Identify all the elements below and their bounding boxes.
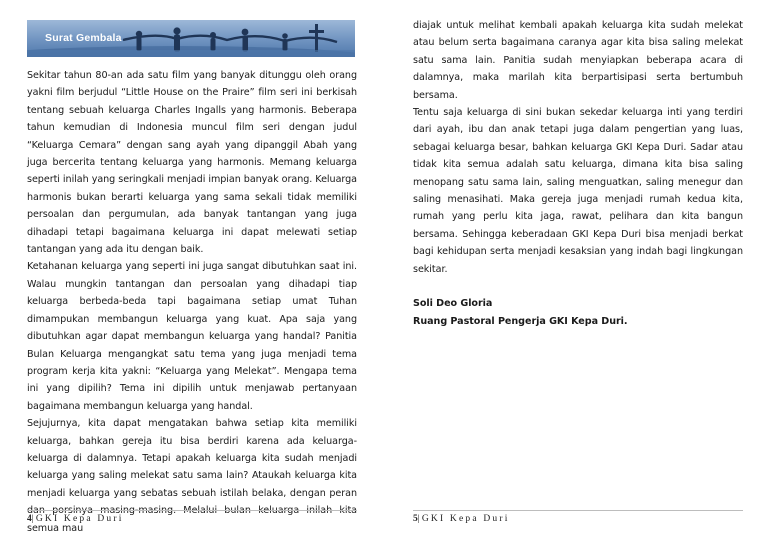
signoff — [413, 295, 743, 330]
right-column-text — [413, 17, 743, 330]
footer-separator: | — [31, 514, 36, 524]
paragraph: Sekitar tahun 80-an ada satu film yang banyak ditunggu oleh orang yakni film berjudul “Little House on the Praire” film seri ini berkisah tentang sebuah keluarga Charles Ingalls yang harmonis. Beberapa tahun kemudian di Indonesia muncul film seri dengan judul “Keluarga Cemara” dengan sang ayah yang dipanggil Abah yang juga bercerita tentang keluarga yang harmonis. Memang keluarga seperti inilah yang seringkali menjadi impian banyak orang. Keluarga harmonis bukan berarti keluarga yang sama sekali tidak memiliki persoalan dan pergumulan, ada banyak tantangan yang juga dihadapi tetapi bagaimana keluarga ini dapat melewati setiap tantangan yang ada itu dengan baik. — [27, 70, 357, 256]
footer-divider — [413, 510, 743, 511]
footer-label: GKI Kepa Duri — [421, 514, 510, 524]
right-page — [384, 0, 768, 543]
paragraph: Tentu saja keluarga di sini bukan sekedar keluarga inti yang terdiri dari ayah, ibu dan anak tetapi juga dalam pengertian yang luas, sebagai keluarga besar, bahkan keluarga GKI Kepa Duri. Sadar atau tidak kita semua adalah satu keluarga, dimana kita bisa saling menopang satu sama lain, saling menguatkan, saling menegur dan saling menasihati. Maka gereja juga menjadi rumah kedua kita, rumah yang perlu kita jaga, rawat, pelihara dan kita bangun bersama. Sehingga keberadaan GKI Kepa Duri bisa menjadi berkat bagi kehidupan serta menjadi kesaksian yang indah bagi lingkungan sekitar. — [413, 107, 743, 275]
paragraph: Sejujurnya, kita dapat mengatakan bahwa setiap kita memiliki keluarga, bahkan gereja itu bisa berdiri karena ada keluarga-keluarga di dalamnya. Tetapi apakah keluarga kita sudah menjadi keluarga yang saling melekat satu sama lain? Ataukah keluarga kita menjadi keluarga yang sebatas sebuah istilah belaka, dengan peran semua mau — [27, 418, 357, 534]
header-banner — [27, 20, 355, 57]
page-footer — [413, 514, 510, 524]
footer-divider — [27, 510, 357, 511]
footer-separator: | — [417, 514, 422, 524]
left-column-text — [27, 67, 357, 537]
page-footer — [27, 514, 124, 524]
signoff-line: Soli Deo Gloria — [413, 298, 493, 310]
paragraph: Ketahanan keluarga yang seperti ini juga sangat dibutuhkan saat ini. Walau mungkin tantangan dan persoalan yang dihadapi tiap keluarga berbeda-beda tapi bagaimana setiap umat Tuhan dimampukan membangun keluarga yang kuat. Apa saja yang dibutuhkan agar dapat membangun keluarga yang handal? Panitia Bulan Keluarga mengangkat satu tema yang juga menjadi tema program kerja kita yakni: “Keluarga yang Melekat”. Mengapa tema ini yang dipilih? Tema ini dipilih untuk menjawab pertanyaan bagaimana membangun keluarga yang handal. — [27, 261, 357, 412]
banner-title: Surat Gembala — [45, 32, 122, 44]
paragraph: diajak untuk melihat kembali apakah keluarga kita sudah melekat atau belum serta bagaimana caranya agar kita bisa saling melekat satu sama lain. Panitia sudah menyiapkan beberapa acara di dalamnya, maka marilah kita berpartisipasi serta bertumbuh bersama. — [413, 20, 743, 101]
page-number: 4 — [27, 514, 32, 524]
footer-label: GKI Kepa Duri — [35, 514, 124, 524]
page-number: 5 — [413, 514, 418, 524]
signoff-line: Ruang Pastoral Pengerja GKI Kepa Duri. — [413, 315, 628, 327]
